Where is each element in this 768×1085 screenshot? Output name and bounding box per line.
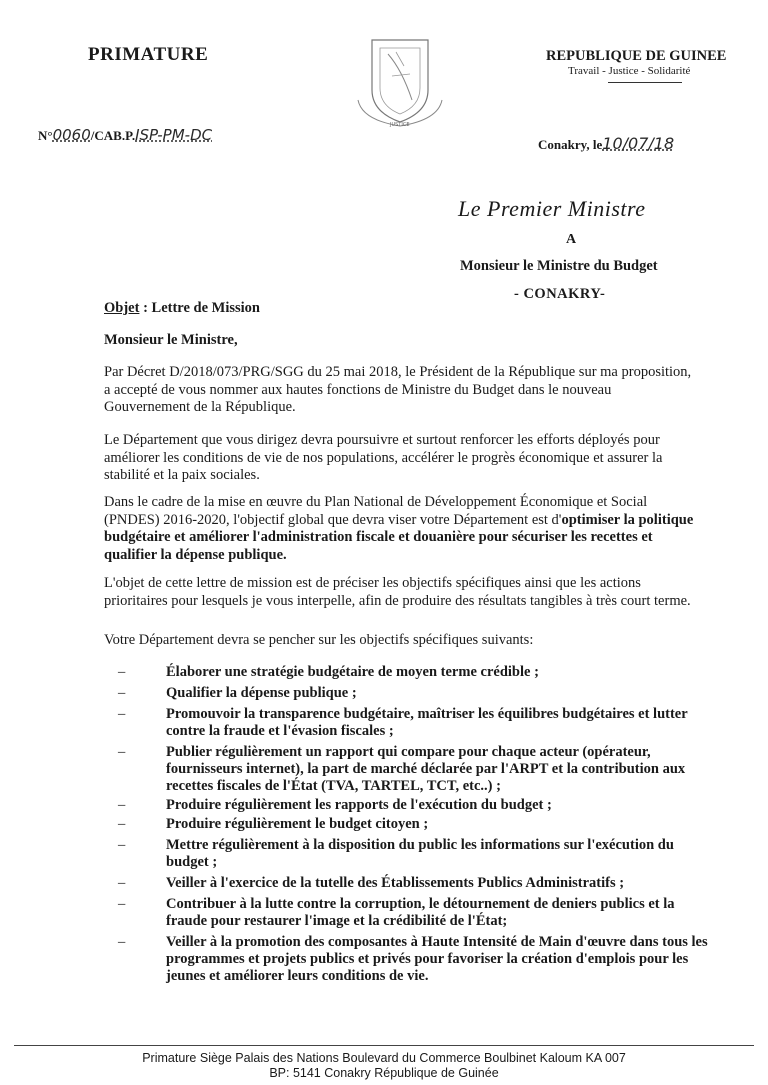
date-prefix: Conakry, le: [538, 137, 603, 152]
list-item: – Contribuer à la lutte contre la corruption, le détournement de deniers publics et la fraude pour restaurer l'image et la crédibilité de l'État;: [118, 896, 675, 929]
letter-date: [538, 134, 674, 153]
dash-bullet: –: [118, 797, 126, 813]
dash-bullet: –: [118, 875, 126, 891]
footer-divider: [14, 1045, 754, 1046]
list-item: – Mettre régulièrement à la disposition du public les informations sur l'exécution du budget ;: [118, 837, 674, 870]
list-item: – Produire régulièrement les rapports de l'exécution du budget ;: [118, 797, 552, 813]
paragraph-pndes: [104, 494, 694, 564]
footer-address: Primature Siège Palais des Nations Boulevard du Commerce Boulbinet Kaloum KA 007: [142, 1051, 626, 1065]
seal-label: JUSTICE: [390, 122, 410, 128]
ref-suffix-handwritten: ISP-PM-DC: [135, 126, 213, 144]
list-item: – Publier régulièrement un rapport qui compare pour chaque acteur (opérateur, fournisseurs internet), la part de marché déclarée par l'ARPT et la contribution aux recettes fiscales de l'État (TVA, TARTEL, TCT, etc..) ;: [118, 744, 686, 794]
list-item: – Élaborer une stratégie budgétaire de moyen terme crédible ;: [118, 664, 539, 680]
header-primature: PRIMATURE: [88, 44, 209, 65]
subject-text: : Lettre de Mission: [139, 300, 260, 316]
dash-bullet: –: [118, 664, 126, 680]
objectives-list: [118, 664, 708, 985]
dash-bullet: –: [118, 934, 126, 950]
sender-title: Le Premier Ministre: [458, 196, 646, 221]
recipient-city: - CONAKRY-: [514, 286, 606, 302]
reference-number: [38, 126, 212, 144]
motto-underline: [608, 82, 682, 83]
subject-label: Objet: [104, 300, 140, 316]
ref-middle: /CAB.P.: [90, 128, 136, 143]
dash-bullet: –: [118, 837, 126, 853]
date-handwritten: 10/07/18: [602, 134, 675, 153]
footer-po-box: BP: 5141 Conakry République de Guinée: [269, 1066, 499, 1080]
ref-prefix: N°: [38, 128, 53, 143]
dash-bullet: –: [118, 706, 126, 722]
list-item: – Veiller à la promotion des composantes à Haute Intensité de Main d'œuvre dans tous les programmes et projets publics et privés pour favoriser la création d'emplois pour les jeunes et améliorer leurs conditions de vie.: [118, 934, 708, 984]
paragraph-decree: Par Décret D/2018/073/PRG/SGG du 25 mai 2018, le Président de la République sur ma proposition, a accepté de vous nommer aux hautes fonctions de Ministre du Budget dans le nouveau Gouvernement de la République.: [104, 364, 692, 415]
list-item: – Promouvoir la transparence budgétaire, maîtriser les équilibres budgétaires et lutter contre la fraude et l'évasion fiscales ;: [118, 706, 688, 739]
list-item: – Qualifier la dépense publique ;: [118, 685, 357, 701]
addressee-a: A: [566, 232, 577, 247]
list-item: – Veiller à l'exercice de la tutelle des Établissements Publics Administratifs ;: [118, 875, 625, 891]
dash-bullet: –: [118, 816, 126, 832]
header-motto: Travail - Justice - Solidarité: [568, 65, 691, 77]
coat-of-arms-seal: [352, 30, 448, 130]
paragraph-department: Le Département que vous dirigez devra poursuivre et surtout renforcer les efforts déployés pour améliorer les conditions de vie de nos populations, accélérer le progrès économique et assurer la stabilité et la paix sociales.: [104, 432, 663, 483]
dash-bullet: –: [118, 896, 126, 912]
dash-bullet: –: [118, 685, 126, 701]
dash-bullet: –: [118, 744, 126, 760]
ref-number-handwritten: 0060: [52, 126, 91, 144]
paragraph-intro-list: Votre Département devra se pencher sur les objectifs spécifiques suivants:: [104, 632, 534, 648]
paragraph-purpose: L'objet de cette lettre de mission est de préciser les objectifs spécifiques ainsi que les actions prioritaires pour lesquels je vous interpelle, afin de produire des résultats tangibles à très court terme.: [104, 575, 691, 609]
header-republique: REPUBLIQUE DE GUINEE: [546, 48, 727, 64]
pndes-objective-bold: optimiser la politique budgétaire et améliorer l'administration fiscale et douanière pour sécuriser les recettes et qualifier la dépense publique.: [104, 511, 694, 563]
salutation: Monsieur le Ministre,: [104, 332, 238, 348]
pndes-text: Dans le cadre de la mise en œuvre du Plan National de Développement Économique et Social (PNDES) 2016-2020, l'objectif global que devra viser votre Département est d': [104, 494, 648, 528]
list-item: – Produire régulièrement le budget citoyen ;: [118, 816, 429, 832]
subject-line: [104, 300, 260, 317]
recipient: Monsieur le Ministre du Budget: [460, 258, 658, 274]
